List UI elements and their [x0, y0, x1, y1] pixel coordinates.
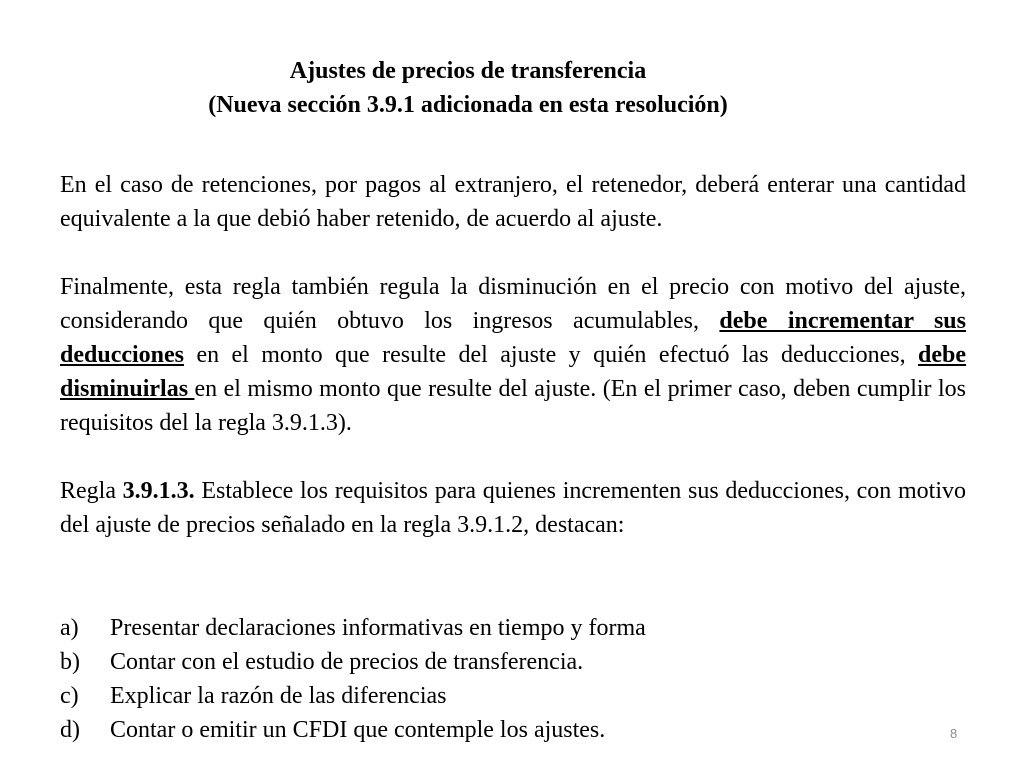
- list-item: [60, 645, 966, 679]
- requisitos-list: [60, 611, 966, 747]
- title-line-2: (Nueva sección 3.9.1 adicionada en esta resolución): [208, 92, 728, 118]
- list-item: [60, 713, 966, 747]
- paragraph-disminucion: [60, 270, 966, 440]
- list-marker: b): [60, 649, 80, 675]
- regla-prefix: Regla: [60, 478, 123, 504]
- paragraph-2-part-2: en el monto que resulte del ajuste y quién efectuó las deducciones,: [184, 342, 918, 368]
- paragraph-3-body: Establece los requisitos para quienes incrementen sus deducciones, con motivo del ajuste de precios señalado en la regla 3.9.1.2, destacan:: [60, 478, 966, 538]
- paragraph-2-part-1: Finalmente, esta regla también regula la disminución en el precio con motivo del ajuste, considerando que quién obtuvo los ingresos acumulables,: [60, 274, 966, 334]
- title-line-1: Ajustes de precios de transferencia: [289, 58, 647, 84]
- regla-number: 3.9.1.3.: [122, 478, 195, 504]
- emphasis-incrementar-deducciones: debe incrementar sus deducciones: [60, 308, 966, 368]
- paragraph-2-text: [60, 270, 966, 440]
- list-item-text: Contar con el estudio de precios de transferencia.: [110, 649, 584, 675]
- list-item-text: Contar o emitir un CFDI que contemple los ajustes.: [110, 717, 606, 743]
- paragraph-regla: [60, 474, 966, 542]
- page-number: 8: [950, 726, 958, 741]
- slide-title: [0, 54, 936, 122]
- paragraph-2-part-3: en el mismo monto que resulte del ajuste. (En el primer caso, deben cumplir los requisitos del la regla 3.9.1.3).: [60, 376, 966, 436]
- paragraph-retenciones: [60, 168, 966, 236]
- list-marker: c): [60, 683, 79, 709]
- list-marker: a): [60, 615, 79, 641]
- list-marker: d): [60, 717, 80, 743]
- list-item-text: Presentar declaraciones informativas en tiempo y forma: [110, 615, 646, 641]
- list-item: [60, 679, 966, 713]
- paragraph-1-text: En el caso de retenciones, por pagos al extranjero, el retenedor, deberá enterar una cantidad equivalente a la que debió haber retenido, de acuerdo al ajuste.: [60, 172, 966, 232]
- list-item: [60, 611, 966, 645]
- paragraph-3-text: [60, 474, 966, 542]
- emphasis-disminuirlas: debe disminuirlas: [60, 342, 966, 402]
- list-item-text: Explicar la razón de las diferencias: [110, 683, 447, 709]
